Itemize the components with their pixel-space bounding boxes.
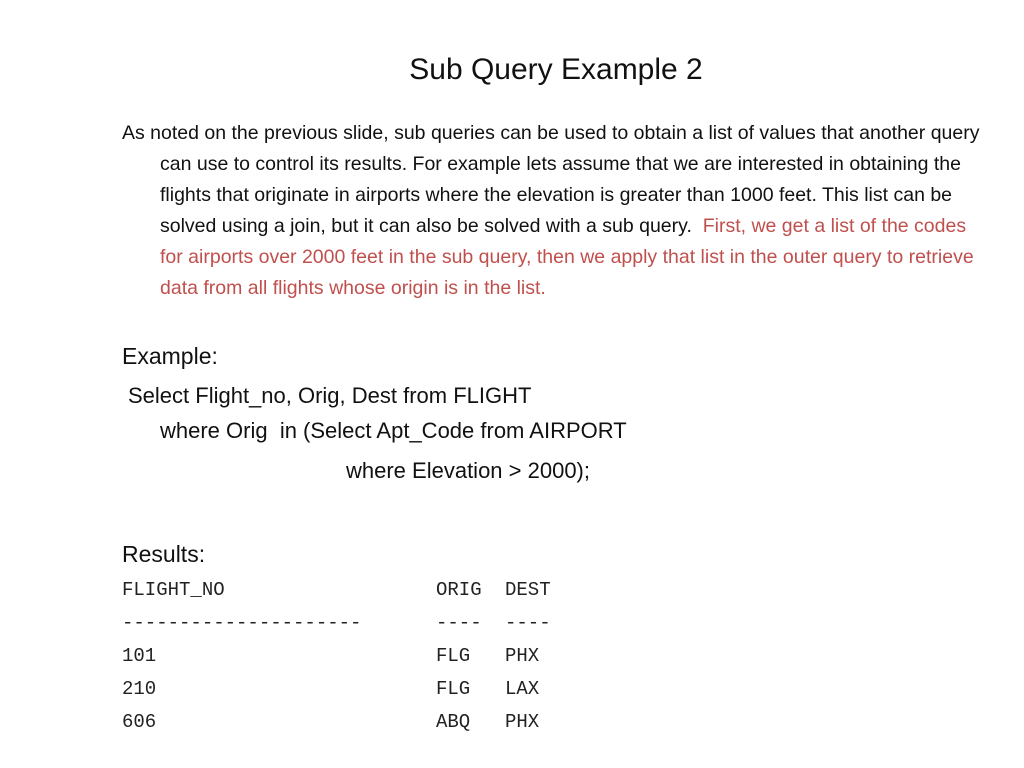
intro-text: As noted on the previous slide, sub queries can be used to obtain a list of values that another query can use to control its results. For example lets assume that we are interested in obtaining the flights that originate in airports where the elevation is greater than 1000 feet. This list can be solved using a join, but it can also be solved with a sub query.: [122, 122, 980, 237]
sql-line-subquery-where: where Elevation > 2000);: [346, 458, 590, 483]
cell-orig: ABQ: [436, 711, 471, 733]
divider-flight-no: ---------------------: [122, 612, 362, 634]
cell-flight-no: 606: [122, 711, 157, 733]
divider-orig: ----: [436, 612, 482, 634]
cell-dest: PHX: [505, 711, 540, 733]
cell-orig: FLG: [436, 645, 471, 667]
output-row: [122, 673, 585, 706]
example-label: Example:: [122, 343, 218, 369]
query-output: [122, 574, 585, 739]
output-divider-row: [122, 607, 585, 640]
intro-paragraph: [122, 118, 987, 304]
cell-dest: PHX: [505, 645, 540, 667]
output-row: [122, 706, 585, 739]
header-dest: DEST: [505, 579, 551, 601]
output-header-row: [122, 574, 585, 607]
slide-title: Sub Query Example 2: [409, 53, 703, 86]
header-flight-no: FLIGHT_NO: [122, 579, 225, 601]
sql-line-select: Select Flight_no, Orig, Dest from FLIGHT: [128, 383, 532, 408]
results-label: Results:: [122, 541, 206, 567]
divider-dest: ----: [505, 612, 551, 634]
cell-orig: FLG: [436, 678, 471, 700]
cell-dest: LAX: [505, 678, 540, 700]
sql-line-where: where Orig in (Select Apt_Code from AIRPORT: [160, 418, 627, 443]
cell-flight-no: 101: [122, 645, 157, 667]
header-orig: ORIG: [436, 579, 482, 601]
output-row: [122, 640, 585, 673]
cell-flight-no: 210: [122, 678, 157, 700]
intro-highlight: First, we get a list of the codes for airports over 2000 feet in the sub query, then we apply that list in the outer query to retrieve data from all flights whose origin is in the list.: [160, 215, 974, 299]
